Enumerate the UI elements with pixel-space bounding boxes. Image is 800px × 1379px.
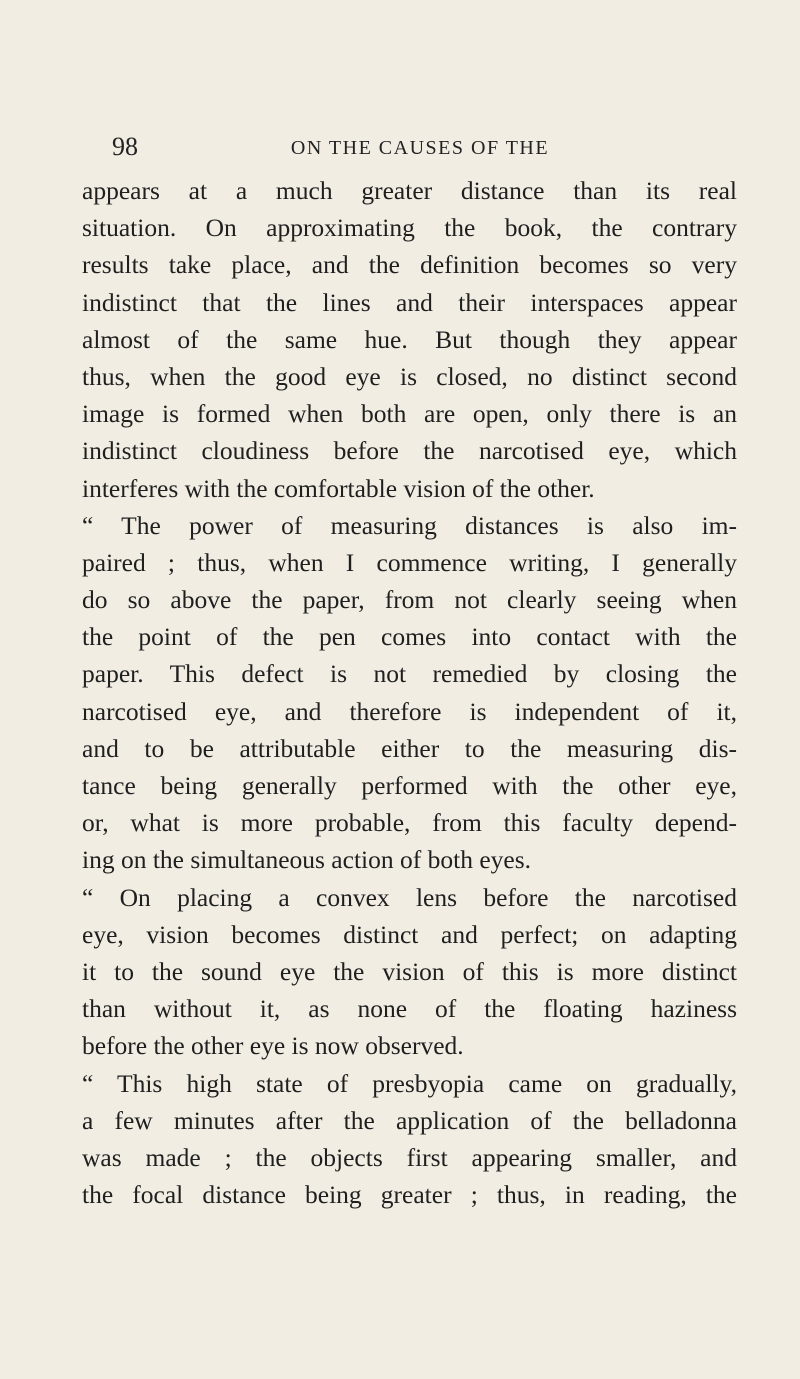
text-line: the focal distance being greater ; thus, in reading, the xyxy=(82,1180,737,1210)
running-head xyxy=(112,132,728,166)
text-line: image is formed when both are open, only there is an xyxy=(82,399,737,429)
text-line: situation. On approximating the book, the contrary xyxy=(82,213,737,243)
text-line: the point of the pen comes into contact with the xyxy=(82,622,737,652)
text-line: paired ; thus, when I commence writing, I generally xyxy=(82,547,737,577)
text-line: narcotised eye, and therefore is independent of it, xyxy=(82,696,737,726)
text-line: interferes with the comfortable vision of the other. xyxy=(82,473,595,503)
body-text xyxy=(82,172,737,1213)
running-head-title: ON THE CAUSES OF THE xyxy=(290,137,550,159)
text-line: indistinct cloudiness before the narcotised eye, which xyxy=(82,436,737,466)
text-line: “ The power of measuring distances is also im- xyxy=(82,510,737,540)
text-line: “ On placing a convex lens before the narcotised xyxy=(82,882,737,912)
text-line: and to be attributable either to the measuring dis- xyxy=(82,733,737,763)
text-line: paper. This defect is not remedied by closing the xyxy=(82,659,737,689)
text-line: do so above the paper, from not clearly seeing when xyxy=(82,585,737,615)
text-line: was made ; the objects first appearing smaller, and xyxy=(82,1142,737,1172)
text-line: a few minutes after the application of the belladonna xyxy=(82,1105,737,1135)
text-line: eye, vision becomes distinct and perfect; on adapting xyxy=(82,919,737,949)
text-line: tance being generally performed with the other eye, xyxy=(82,771,737,800)
text-line: before the other eye is now observed. xyxy=(82,1031,464,1061)
text-line: almost of the same hue. But though they appear xyxy=(82,324,737,354)
text-line: or, what is more probable, from this faculty depend- xyxy=(82,808,737,838)
text-line: appears at a much greater distance than its real xyxy=(82,176,737,205)
text-line: thus, when the good eye is closed, no distinct second xyxy=(82,361,737,391)
text-line: “ This high state of presbyopia came on gradually, xyxy=(82,1068,737,1098)
text-line: than without it, as none of the floating haziness xyxy=(82,994,737,1024)
text-line: it to the sound eye the vision of this is more distinct xyxy=(82,956,737,986)
text-line: ing on the simultaneous action of both eyes. xyxy=(82,845,532,875)
text-line: indistinct that the lines and their interspaces appear xyxy=(82,287,737,317)
page-number: 98 xyxy=(112,132,138,161)
text-line: results take place, and the definition becomes so very xyxy=(82,250,737,280)
